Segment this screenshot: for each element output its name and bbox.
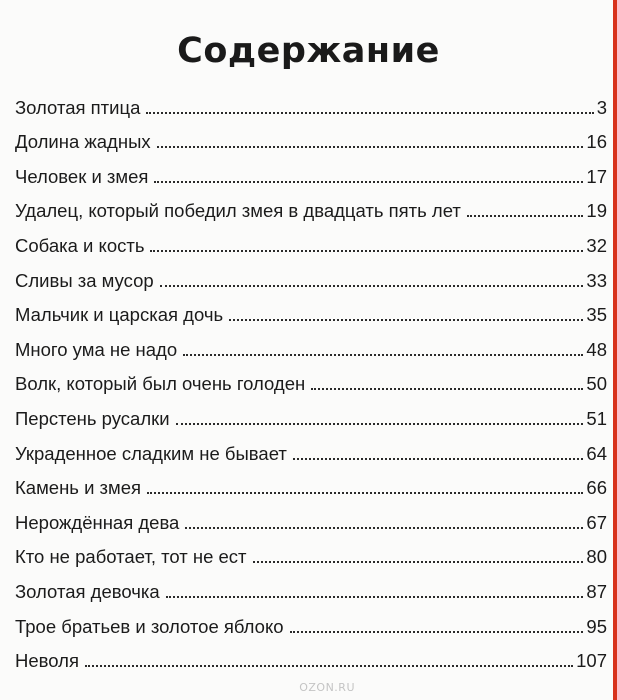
toc-entry (15, 84, 607, 119)
entry-title: Мальчик и царская дочь (15, 304, 224, 326)
page-number: 95 (586, 615, 607, 637)
dot-leader (160, 285, 584, 287)
toc-entry (15, 465, 607, 500)
toc-entry (15, 499, 607, 534)
dot-leader (185, 527, 583, 529)
dot-leader (85, 665, 573, 667)
page-number: 35 (586, 304, 607, 326)
entry-title: Трое братьев и золотое яблоко (15, 615, 284, 637)
dot-leader (253, 561, 584, 563)
entry-title: Камень и змея (15, 477, 142, 499)
toc-entry (15, 119, 607, 154)
entry-title: Неволя (15, 650, 79, 672)
entry-title: Нерождённая дева (15, 511, 180, 533)
entry-title: Кто не работает, тот не ест (15, 546, 247, 568)
page-number: 66 (586, 477, 607, 499)
dot-leader (147, 492, 583, 494)
toc-entry (15, 568, 607, 603)
dot-leader (176, 423, 584, 425)
toc-entry (15, 430, 607, 465)
page-number: 16 (586, 131, 607, 153)
page-number: 67 (586, 511, 607, 533)
page-number: 64 (586, 442, 607, 464)
page-number: 32 (586, 234, 607, 256)
page-number: 80 (586, 546, 607, 568)
entry-title: Украденное сладким не бывает (15, 442, 287, 464)
toc-entry (15, 292, 607, 327)
toc-entry (15, 603, 607, 638)
entry-title: Собака и кость (15, 234, 145, 256)
toc-entry (15, 395, 607, 430)
entry-title: Долина жадных (15, 131, 151, 153)
toc-entry (15, 326, 607, 361)
watermark: OZON.RU (299, 681, 355, 694)
page-number: 87 (586, 580, 607, 602)
page-number: 33 (586, 269, 607, 291)
toc-entry (15, 257, 607, 292)
toc-entry (15, 153, 607, 188)
page-number: 19 (586, 200, 607, 222)
page-number: 48 (586, 338, 607, 360)
table-of-contents (15, 84, 607, 672)
entry-title: Сливы за мусор (15, 269, 154, 291)
dot-leader (467, 215, 584, 217)
page-number: 51 (586, 407, 607, 429)
entry-title: Человек и змея (15, 165, 149, 187)
dot-leader (166, 596, 584, 598)
page-number: 17 (586, 165, 607, 187)
dot-leader (157, 146, 584, 148)
entry-title: Много ума не надо (15, 338, 178, 360)
toc-entry (15, 188, 607, 223)
page-title: Содержание (177, 31, 440, 72)
toc-entry (15, 638, 607, 673)
dot-leader (150, 250, 583, 252)
red-page-edge (613, 0, 617, 700)
dot-leader (293, 458, 584, 460)
dot-leader (146, 112, 593, 114)
toc-entry (15, 534, 607, 569)
entry-title: Золотая девочка (15, 580, 160, 602)
entry-title: Удалец, который победил змея в двадцать пять лет (15, 200, 461, 222)
dot-leader (311, 388, 583, 390)
page-number: 3 (596, 96, 607, 118)
page-number: 107 (576, 650, 607, 672)
entry-title: Золотая птица (15, 96, 141, 118)
toc-entry (15, 361, 607, 396)
dot-leader (229, 319, 583, 321)
page-number: 50 (586, 373, 607, 395)
entry-title: Перстень русалки (15, 407, 170, 429)
dot-leader (154, 181, 583, 183)
entry-title: Волк, который был очень голоден (15, 373, 306, 395)
toc-entry (15, 222, 607, 257)
dot-leader (290, 631, 584, 633)
dot-leader (183, 354, 583, 356)
